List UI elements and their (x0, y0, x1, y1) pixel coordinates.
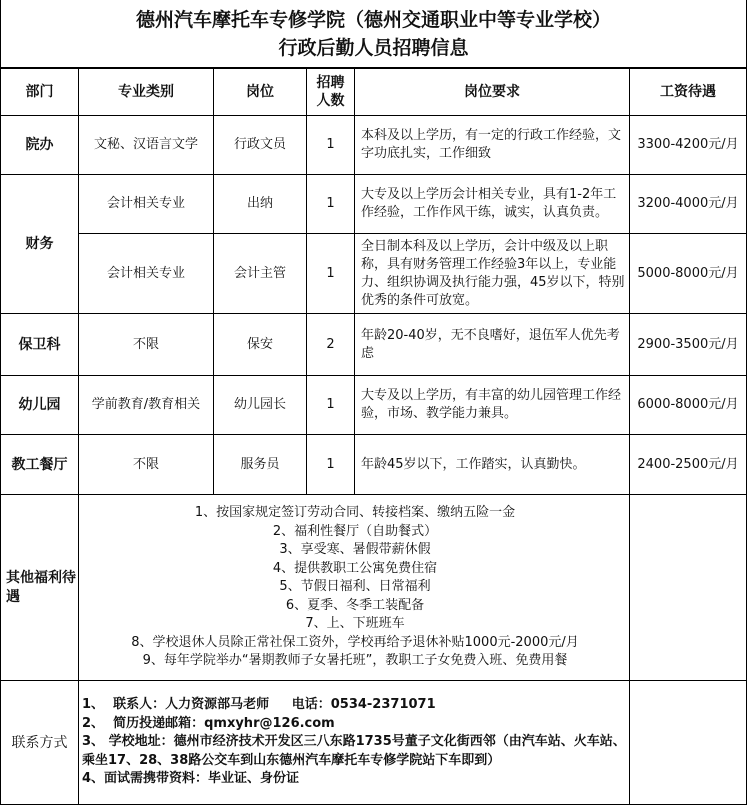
dept-cell: 幼儿园 (1, 376, 79, 435)
requirements-cell (355, 376, 630, 435)
count-cell: 1 (307, 175, 355, 234)
requirements-text: 大专及以上学历会计相关专业，具有1-2年工作经验，工作作风干练，诚实，认真负责。 (361, 187, 617, 220)
contact-empty-cell (630, 681, 747, 805)
major-cell: 会计相关专业 (79, 234, 214, 314)
benefit-item: 1、按国家规定签订劳动合同、转接档案、缴纳五险一金 (194, 505, 516, 521)
major-cell: 不限 (79, 435, 214, 495)
major-cell: 学前教育/教育相关 (79, 376, 214, 435)
dept-cell: 教工餐厅 (1, 435, 79, 495)
salary-cell: 5000-8000元/月 (630, 234, 747, 314)
benefits-list (79, 495, 630, 681)
benefit-item: 9、每年学院举办“暑期教师子女暑托班”，教职工子女免费入班、免费用餐 (142, 653, 568, 669)
salary-cell: 3200-4000元/月 (630, 175, 747, 234)
requirements-cell (355, 116, 630, 175)
requirements-cell (355, 234, 630, 314)
contact-list (79, 681, 630, 805)
salary-cell: 3300-4200元/月 (630, 116, 747, 175)
count-cell: 1 (307, 376, 355, 435)
benefits-label: 其他福利待遇 (1, 495, 79, 681)
header-position: 岗位 (214, 69, 307, 116)
count-cell: 1 (307, 435, 355, 495)
benefit-item: 6、夏季、冬季工装配备 (285, 597, 425, 613)
contact-person: 1、 联系人：人力资源部马老师 电话：0534-2371071 (82, 697, 436, 713)
requirements-text: 年龄45岁以下，工作踏实，认真勤快。 (361, 456, 586, 472)
contact-address: 3、 学校地址：德州市经济技术开发区三八东路1735号董子文化街西邻（由汽车站、火车站、乘坐17、28、38路公交车到山东德州汽车摩托车专修学院站下车即到） (82, 734, 626, 768)
title-line-1: 德州汽车摩托车专修学院（德州交通职业中等专业学校） (135, 8, 611, 31)
benefit-item: 5、节假日福利、日常福利 (279, 579, 431, 595)
header-salary: 工资待遇 (630, 69, 747, 116)
requirements-cell (355, 175, 630, 234)
requirements-text: 年龄20-40岁，无不良嗜好，退伍军人优先考虑 (361, 327, 620, 361)
benefits-empty-cell (630, 495, 747, 681)
header-count: 招聘人数 (307, 69, 355, 116)
title-line-2: 行政后勤人员招聘信息 (278, 36, 469, 59)
position-cell: 出纳 (214, 175, 307, 234)
benefit-item: 2、福利性餐厅（自助餐式） (272, 523, 438, 539)
contact-email[interactable]: 2、 简历投递邮箱：qmxyhr@126.com (82, 715, 335, 731)
salary-cell: 2900-3500元/月 (630, 314, 747, 376)
contact-documents: 4、面试需携带资料：毕业证、身份证 (82, 771, 300, 787)
header-requirements: 岗位要求 (355, 69, 630, 116)
salary-cell: 6000-8000元/月 (630, 376, 747, 435)
dept-cell: 院办 (1, 116, 79, 175)
position-cell: 会计主管 (214, 234, 307, 314)
requirements-text: 本科及以上学历，有一定的行政工作经验，文字功底扎实，工作细致 (361, 128, 622, 161)
major-cell: 不限 (79, 314, 214, 376)
requirements-text: 全日制本科及以上学历，会计中级及以上职称，具有财务管理工作经验3年以上，专业能力、组织协调及执行能力强，45岁以下，特别优秀的条件可放宽。 (361, 238, 625, 308)
header-major: 专业类别 (79, 69, 214, 116)
contact-label: 联系方式 (1, 681, 79, 805)
salary-cell: 2400-2500元/月 (630, 435, 747, 495)
count-cell: 1 (307, 234, 355, 314)
position-cell: 保安 (214, 314, 307, 376)
requirements-text: 大专及以上学历，有丰富的幼儿园管理工作经验，市场、教学能力兼具。 (361, 388, 622, 421)
benefit-item: 3、享受寒、暑假带薪休假 (279, 542, 431, 558)
requirements-cell (355, 314, 630, 376)
benefit-item: 4、提供教职工公寓免费住宿 (272, 560, 438, 576)
position-cell: 行政文员 (214, 116, 307, 175)
dept-cell-finance: 财务 (1, 175, 79, 314)
major-cell: 文秘、汉语言文学 (79, 116, 214, 175)
document-title (0, 0, 747, 67)
benefit-item: 8、学校退休人员除正常社保工资外，学校再给予退休补贴1000元-2000元/月 (131, 634, 579, 650)
header-dept: 部门 (1, 69, 79, 116)
requirements-cell (355, 435, 630, 495)
count-cell: 1 (307, 116, 355, 175)
major-cell: 会计相关专业 (79, 175, 214, 234)
position-cell: 幼儿园长 (214, 376, 307, 435)
position-cell: 服务员 (214, 435, 307, 495)
count-cell: 2 (307, 314, 355, 376)
benefit-item: 7、上、下班班车 (305, 616, 405, 632)
dept-cell: 保卫科 (1, 314, 79, 376)
